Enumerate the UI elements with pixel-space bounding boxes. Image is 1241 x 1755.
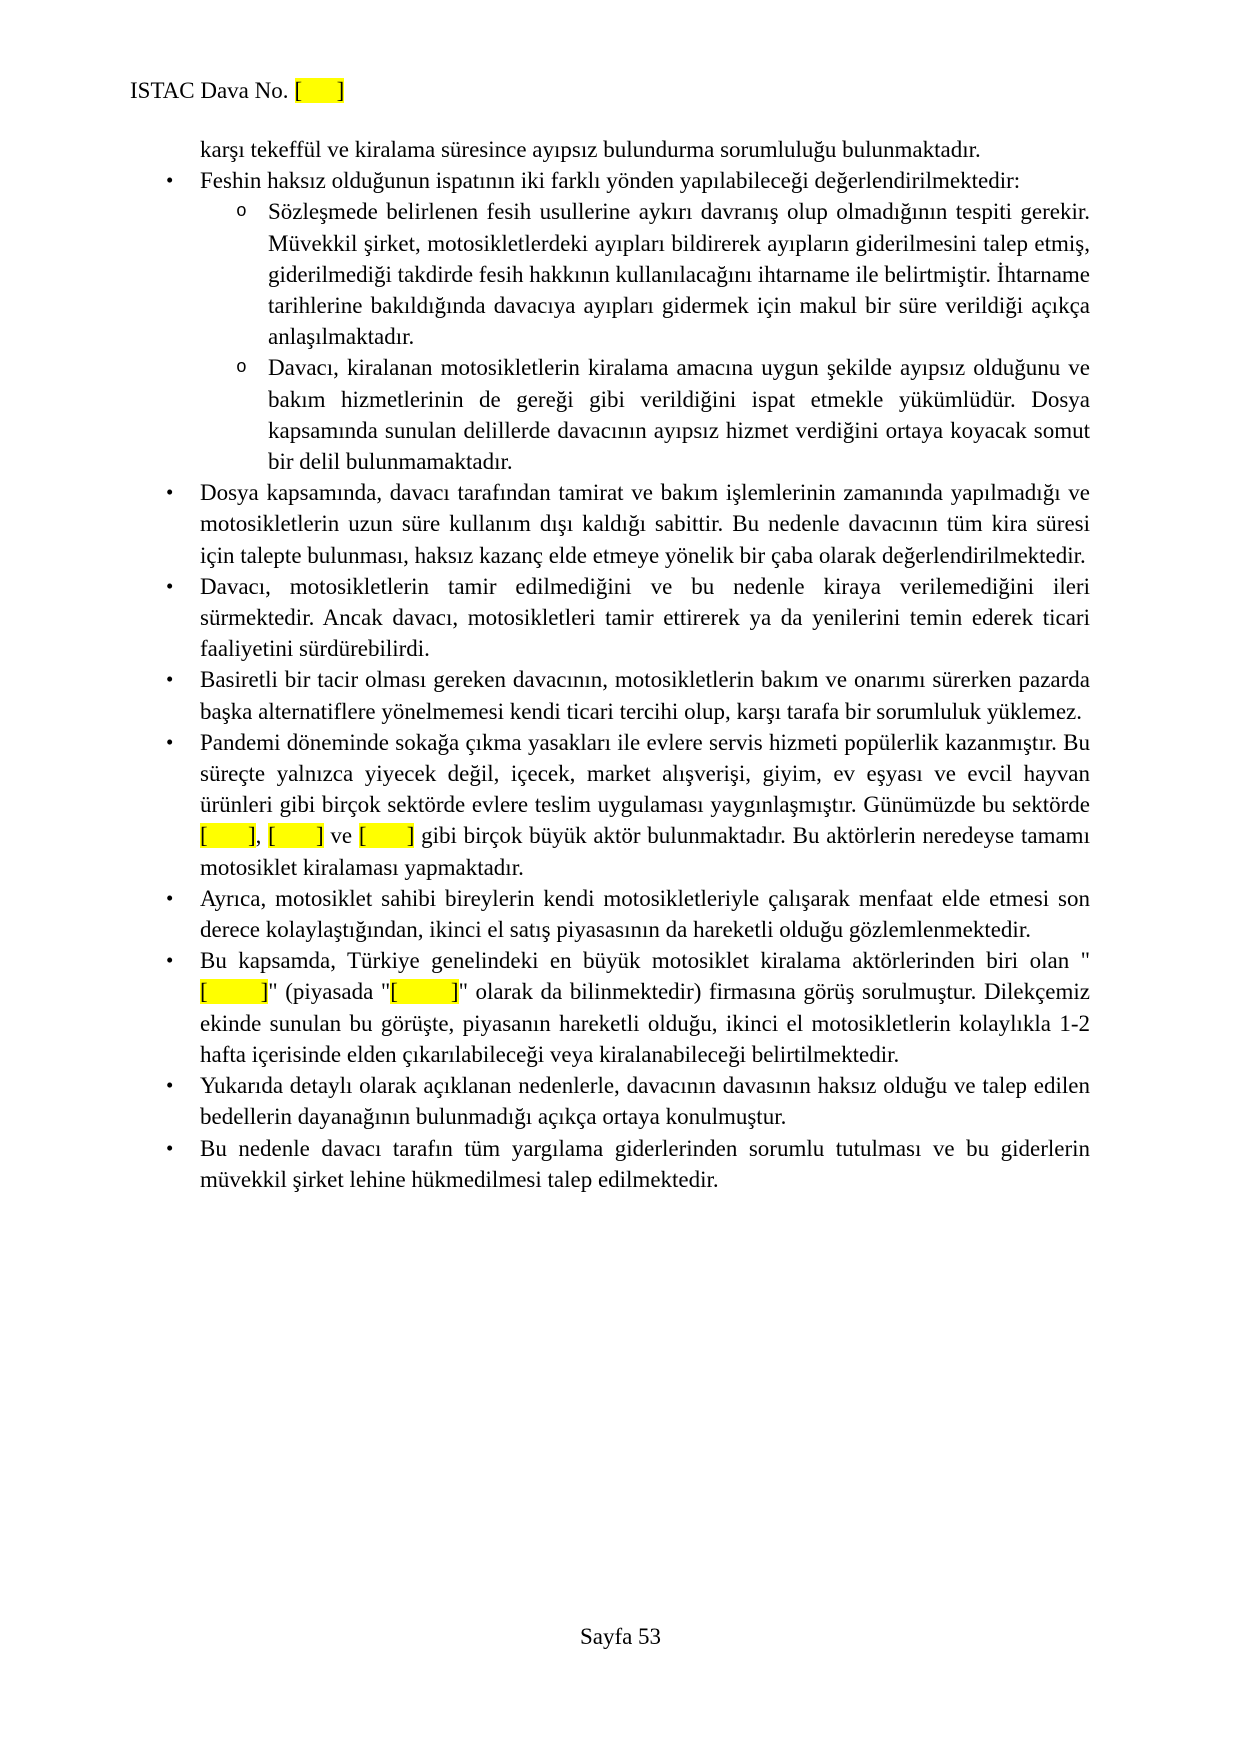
content-block [200, 134, 1090, 165]
redaction-highlight: [ ] [200, 979, 269, 1005]
block-text [200, 886, 1090, 942]
page-footer [0, 1622, 1241, 1652]
block-text [268, 355, 1090, 474]
sub-bullet-icon: o [236, 358, 247, 379]
text-segment: Basiretli bir tacir olması gereken davacının, motosikletlerin bakım ve onarımı sürerken pazarda başka alternatiflere yönelmemesi kendi ticari tercihi olup, karşı tarafa bir sorumluluk yüklemez. [200, 667, 1090, 724]
block-text [200, 168, 1020, 193]
content-block [166, 945, 1090, 1070]
text-segment: karşı tekeffül ve kiralama süresince ayıpsız bulundurma sorumluluğu bulunmaktadır. [200, 137, 981, 162]
content-block [236, 196, 1091, 352]
block-text [200, 667, 1090, 723]
content-block [166, 477, 1090, 571]
text-segment: Feshin haksız olduğunun ispatının iki farklı yönden yapılabileceği değerlendirilmektedir: [200, 168, 1021, 194]
content-block [166, 1070, 1090, 1132]
case-number-redaction: [ ] [294, 78, 345, 103]
text-segment: gibi birçok büyük aktör bulunmaktadır. Bu aktörlerin neredeyse tamamı motosiklet kiralaması yapmaktadır. [200, 823, 1090, 880]
text-segment: Yukarıda detaylı olarak açıklanan nedenlerle, davacının davasının haksız olduğu ve talep edilen bedellerin dayanağının bulunmadığı açıkça ortaya konulmuştur. [200, 1073, 1090, 1130]
text-segment: ve [323, 823, 359, 849]
text-segment: Davacı, kiralanan motosikletlerin kiralama amacına uygun şekilde ayıpsız olduğunu ve bakım hizmetlerinin de gereği gibi verildiğini ispat etmekle yükümlüdür. Dosya kapsamında sunulan delillerde davacının ayıpsız hizmet verdiğini ortaya koyacak somut bir delil bulunmamaktadır. [268, 355, 1090, 475]
block-text [268, 199, 1090, 349]
block-text [200, 574, 1090, 661]
text-segment: Sözleşmede belirlenen fesih usullerine aykırı davranış olup olmadığının tespiti gerekir. Müvekkil şirket, motosikletlerdeki ayıpları bildirerek ayıpların giderilmesini talep etmiş, giderilmediği takdirde fesih hakkının kullanılacağını ihtarname ile belirtmiştir. İhtarname tarihlerine bakıldığında davacıya ayıpları gidermek için makul bir süre verildiği açıkça anlaşılmaktadır. [268, 199, 1091, 350]
content-block [236, 352, 1090, 477]
block-text [200, 480, 1090, 567]
block-text [200, 137, 981, 162]
content-block [166, 571, 1090, 665]
text-segment: " (piyasada " [268, 979, 391, 1005]
text-segment: Dosya kapsamında, davacı tarafından tamirat ve bakım işlemlerinin zamanında yapılmadığı ve motosikletlerin uzun süre kullanım dışı kaldığı sabittir. Bu nedenle davacının tüm kira süresi için talepte bulunması, haksız kazanç elde etmeye yönelik bir çaba olarak değerlendirilmektedir. [200, 480, 1090, 568]
bullet-icon: • [166, 885, 174, 910]
bullet-icon: • [166, 1073, 174, 1098]
content-block [166, 1133, 1090, 1195]
bullet-icon: • [166, 667, 174, 692]
content-block [166, 664, 1090, 726]
text-segment: Ayrıca, motosiklet sahibi bireylerin kendi motosikletleriyle çalışarak menfaat elde etmesi son derece kolaylaştığından, ikinci el satış piyasasının da hareketli olduğu gözlemlenmektedir. [200, 885, 1090, 943]
content-block [166, 165, 1090, 196]
redaction-highlight: [ ] [200, 823, 256, 849]
text-segment: Pandemi döneminde sokağa çıkma yasakları ile evlere servis hizmeti popülerlik kazanmıştır. Bu süreçte yalnızca yiyecek değil, içecek, market alışverişi, giyim, ev eşyası ve evcil hayvan ürünleri gibi birçok sektörde evlere teslim uygulaması yaygınlaşmıştır. Günümüzde bu sektörde [200, 729, 1090, 818]
text-segment: , [255, 823, 269, 849]
sub-bullet-icon: o [236, 202, 247, 223]
content-block [166, 727, 1090, 883]
header [130, 76, 344, 106]
text-segment: Davacı, motosikletlerin tamir edilmediğini ve bu nedenle kiraya verilemediğini ileri sürmektedir. Ancak davacı, motosikletleri tamir ettirerek ya da yenilerini temin ederek ticari faaliyetini sürdürebilirdi. [200, 573, 1090, 662]
text-segment: Bu kapsamda, Türkiye genelindeki en büyük motosiklet kiralama aktörlerinden biri olan " [200, 948, 1090, 974]
bullet-icon: • [166, 1135, 174, 1160]
redaction-highlight: [ ] [390, 979, 459, 1005]
redaction-highlight: [ ] [268, 823, 324, 849]
bullet-icon: • [166, 480, 174, 505]
page-number: Sayfa 53 [579, 1624, 662, 1649]
text-segment: Bu nedenle davacı tarafın tüm yargılama giderlerinden sorumlu tutulması ve bu giderlerin müvekkil şirket lehine hükmedilmesi talep edilmektedir. [200, 1135, 1090, 1192]
bullet-icon: • [166, 948, 174, 973]
block-text [200, 1073, 1090, 1129]
content-block [166, 883, 1090, 945]
document-body [166, 134, 1091, 1195]
bullet-icon: • [166, 573, 174, 598]
block-text [200, 1136, 1090, 1192]
text-segment: " olarak da bilinmektedir) firmasına görüş sorulmuştur. Dilekçemiz ekinde sunulan bu görüşte, piyasanın hareketli olduğu, ikinci el motosikletlerin kolaylıkla 1-2 hafta içerisinde elden çıkarılabileceği veya kiralanabileceği belirtilmektedir. [200, 979, 1090, 1067]
redaction-highlight: [ ] [358, 823, 415, 849]
block-text [200, 730, 1090, 880]
bullet-icon: • [166, 168, 174, 193]
bullet-icon: • [166, 729, 174, 754]
block-text [200, 948, 1090, 1067]
case-number-label: ISTAC Dava No. [130, 78, 289, 103]
